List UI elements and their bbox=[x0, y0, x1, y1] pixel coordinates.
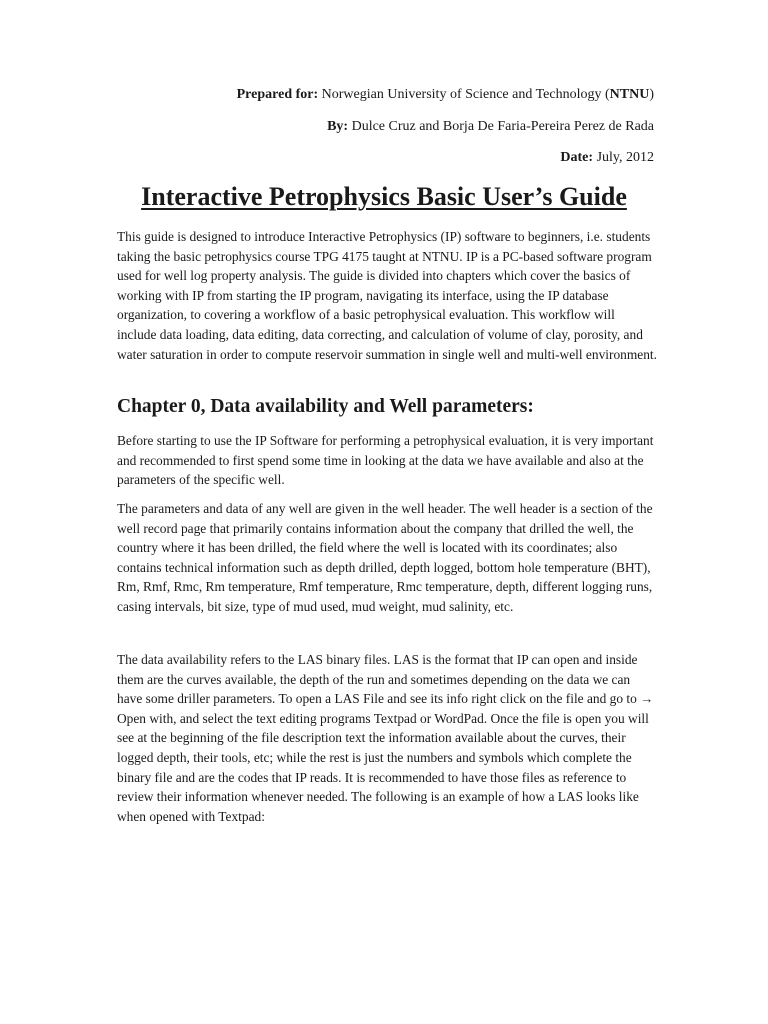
document-title-text: Interactive Petrophysics Basic User’s Guide bbox=[141, 182, 627, 211]
prepared-for-text: Norwegian University of Science and Technology ( bbox=[318, 87, 610, 102]
prepared-for-acronym: NTNU bbox=[609, 87, 650, 102]
prepared-for-line bbox=[237, 86, 654, 104]
chapter-heading: Chapter 0, Data availability and Well parameters: bbox=[117, 396, 534, 417]
prepared-for-label: Prepared for: bbox=[236, 87, 319, 102]
well-parameters-paragraph: The parameters and data of any well are given in the well header. The well header is a section of the well record page that primarily contains information about the company that drilled the well, the country where it has been drilled, the field where the well is located with its coordinates; also contains technical information such as depth drilled, depth logged, bottom hole temperature (BHT), Rm, Rmf, Rmc, Rm temperature, Rmf temperature, Rmc temperature, depth, different logging runs, casing intervals, bit size, type of mud used, mud weight, mud salinity, etc. bbox=[117, 501, 653, 614]
date-label: Date: bbox=[560, 150, 594, 165]
document-title bbox=[0, 180, 768, 214]
prepared-for-end: ) bbox=[649, 87, 654, 102]
authors-label: By: bbox=[327, 119, 349, 134]
authors-text: Dulce Cruz and Borja De Faria-Pereira Perez de Rada bbox=[348, 119, 654, 134]
intro-paragraph: This guide is designed to introduce Interactive Petrophysics (IP) software to beginners, i.e. students taking the basic petrophysics course TPG 4175 taught at NTNU. IP is a PC-based software program used for well log property analysis. The guide is divided into chapters which cover the basics of working with IP from starting the IP program, navigating its interface, using the IP database organization, to covering a workflow of a basic petrophysical evaluation. This workflow will include data loading, data editing, data correcting, and calculation of volume of clay, porosity, and water saturation in order to compute reservoir summation in single well and multi-well environment. bbox=[117, 229, 657, 362]
data-availability-paragraph: Before starting to use the IP Software for performing a petrophysical evaluation, it is very important and recommended to first spend some time in looking at the data we have available and also at the parameters of the specific well. bbox=[117, 433, 654, 488]
authors-line bbox=[327, 118, 654, 136]
las-files-paragraph: The data availability refers to the LAS binary files. LAS is the format that IP can open and inside them are the curves available, the depth of the run and sometimes depending on the data we can have some driller parameters. To open a LAS File and see its info right click on the file and go to → Open with, and select the text editing programs Textpad or WordPad. Once the file is open you will see at the beginning of the file description text the information available about the curves, their logged depth, their tools, etc; while the rest is just the numbers and symbols which complete the binary file and are the codes that IP reads. It is recommended to have those files as reference to review their information whenever needed. The following is an example of how a LAS looks like when opened with Textpad: bbox=[117, 652, 654, 824]
date-line bbox=[560, 149, 654, 167]
date-text: July, 2012 bbox=[593, 150, 654, 165]
